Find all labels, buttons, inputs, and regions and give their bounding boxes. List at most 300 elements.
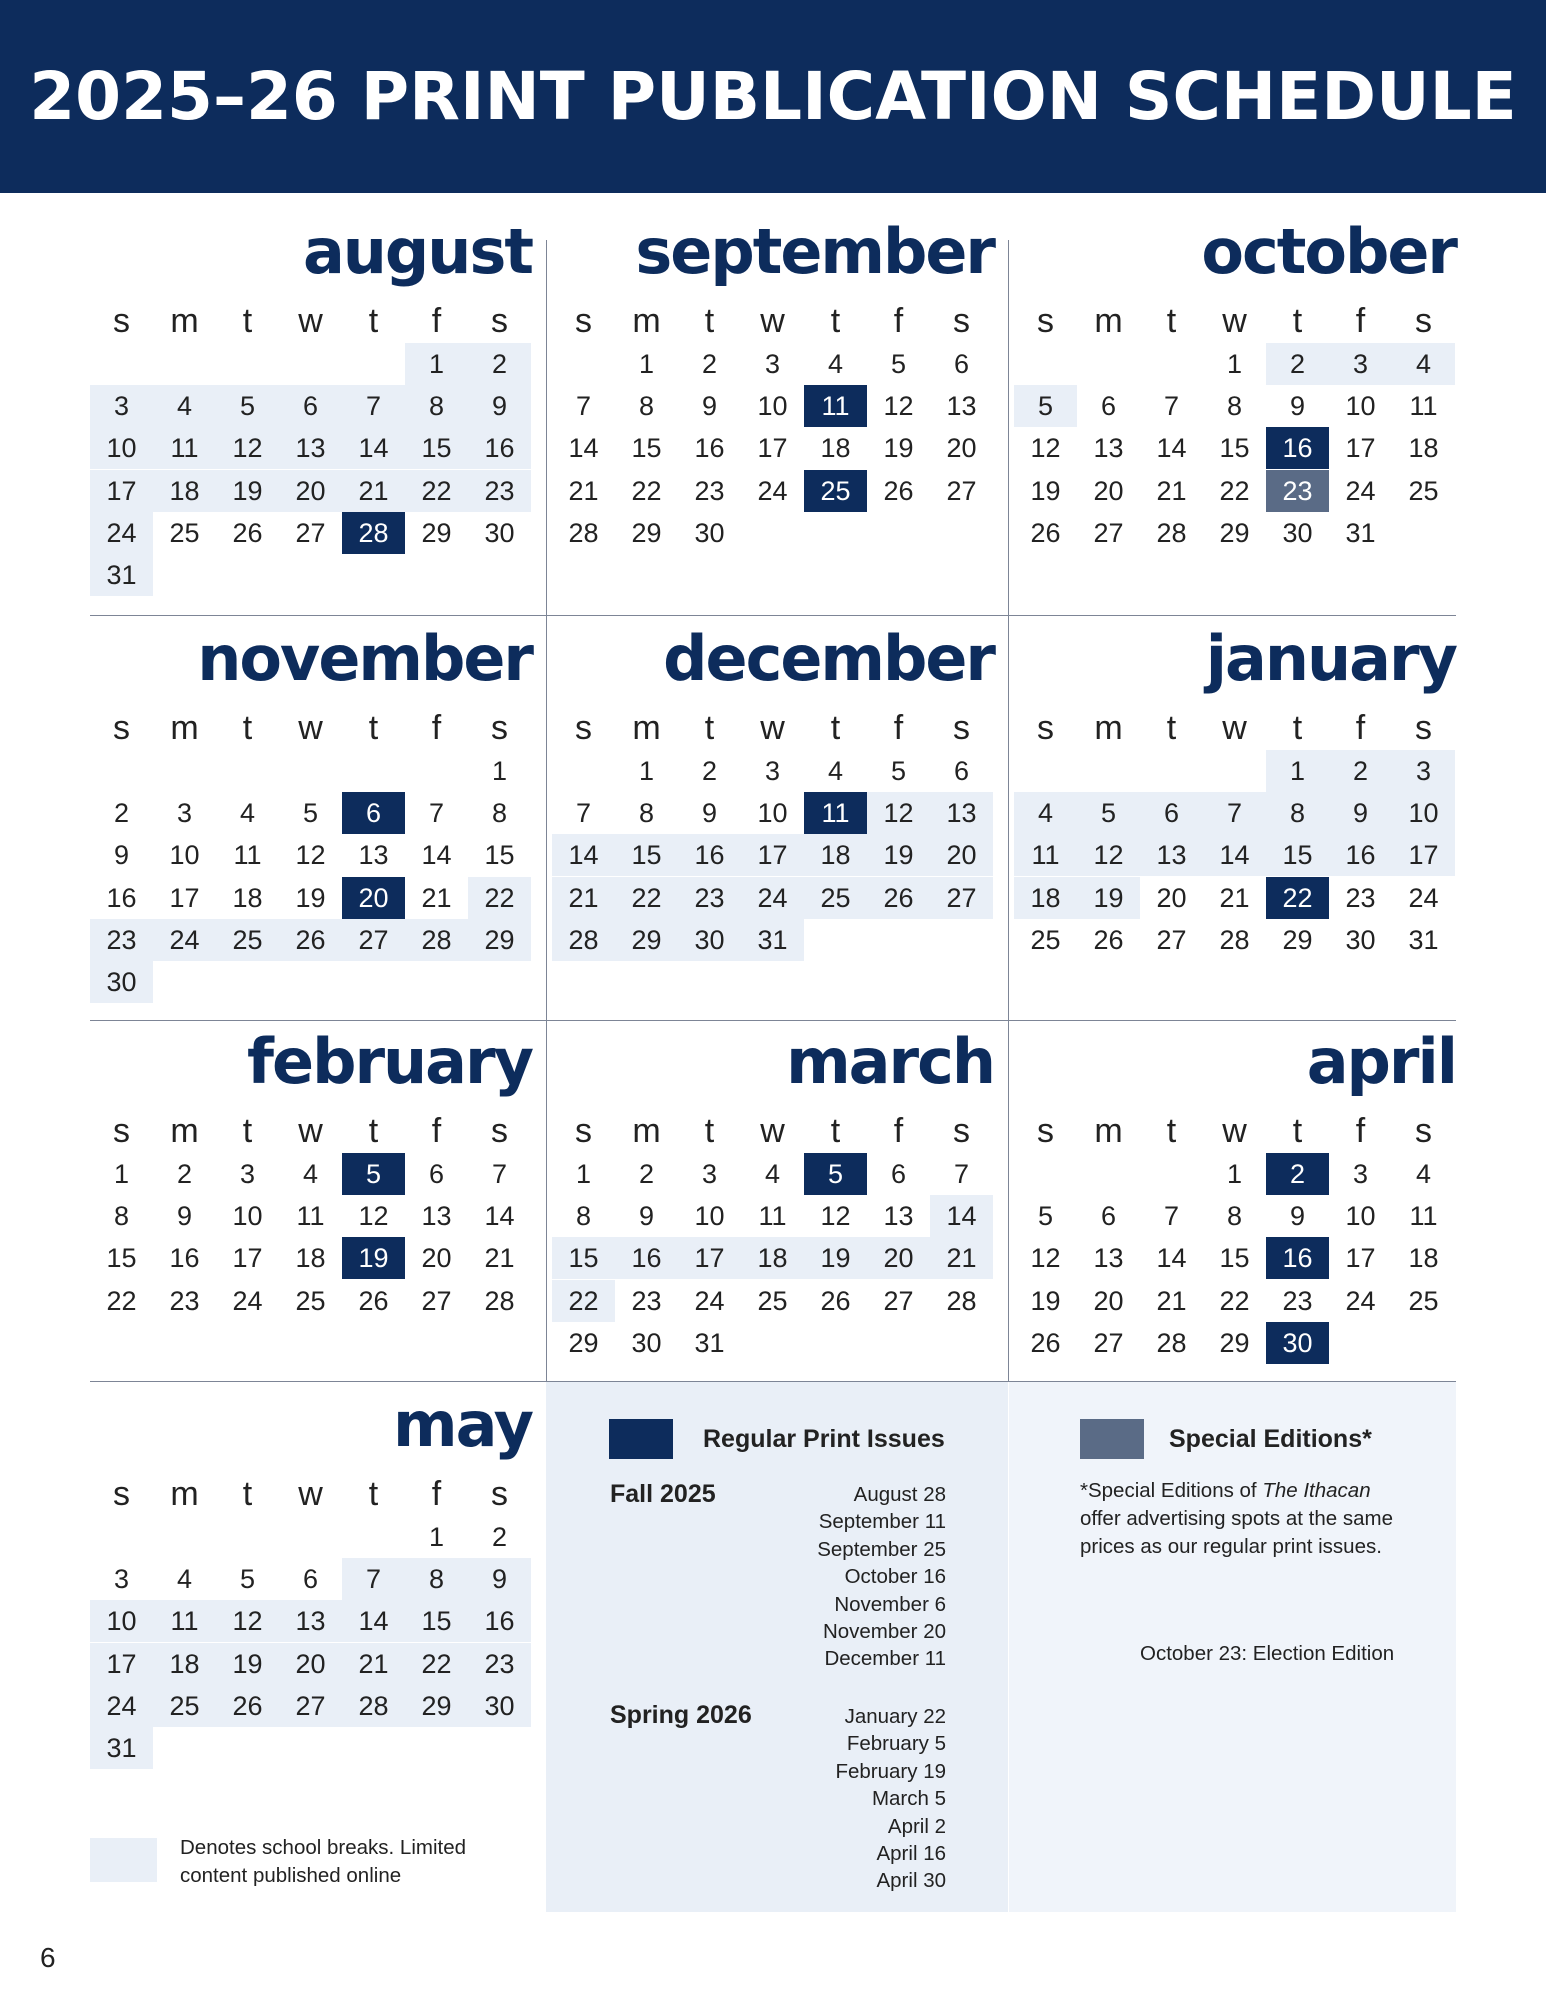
day-cell: 18 (1408, 1243, 1439, 1274)
weekday-label: m (632, 302, 661, 340)
month-november (90, 622, 532, 1022)
day-cell: 20 (1093, 1285, 1124, 1316)
day-cell: 19 (1030, 475, 1061, 506)
day-cell: 15 (405, 1600, 468, 1642)
weekday-label: t (830, 1112, 841, 1150)
day-cell: 26 (1030, 517, 1061, 548)
day-cell: 26 (1093, 924, 1124, 955)
day-cell: 12 (1077, 834, 1140, 876)
weekday-label: s (575, 1112, 592, 1150)
day-cell: 2 (1266, 1153, 1329, 1195)
day-cell: 28 (946, 1285, 977, 1316)
day-cell: 21 (552, 877, 615, 919)
day-cell: 6 (890, 1159, 907, 1189)
day-cell: 8 (405, 385, 468, 427)
day-cell: 17 (169, 882, 200, 913)
day-cell: 27 (1093, 517, 1124, 548)
day-cell: 9 (468, 385, 531, 427)
day-cell: 15 (484, 840, 515, 871)
day-cell: 14 (421, 840, 452, 871)
day-cell: 5 (1014, 385, 1077, 427)
weekday-label: s (491, 1112, 508, 1150)
issue-date: April 2 (887, 1814, 946, 1838)
day-cell: 25 (1408, 475, 1439, 506)
day-cell: 12 (216, 1600, 279, 1642)
day-cell: 17 (757, 433, 788, 464)
day-cell: 16 (468, 427, 531, 469)
weekday-label: m (632, 1112, 661, 1150)
day-cell: 20 (867, 1237, 930, 1279)
special-editions-legend (1009, 1382, 1456, 1912)
day-cell: 15 (1219, 1243, 1250, 1274)
day-cell: 11 (1409, 391, 1438, 422)
day-cell: 10 (757, 798, 788, 829)
day-cell: 5 (1037, 1201, 1054, 1232)
day-cell: 24 (90, 1685, 153, 1727)
month-january (1014, 622, 1456, 1022)
day-cell: 26 (883, 475, 914, 506)
day-cell: 22 (552, 1280, 615, 1322)
day-cell: 10 (90, 1600, 153, 1642)
weekday-label: w (1222, 709, 1247, 747)
day-cell: 9 (638, 1201, 655, 1232)
day-cell: 21 (1156, 1285, 1187, 1316)
issue-date: January 22 (844, 1705, 946, 1728)
day-cell: 28 (1156, 1327, 1187, 1358)
month-name: january (1205, 622, 1456, 695)
day-cell: 11 (758, 1201, 787, 1232)
weekday-label: t (830, 709, 841, 747)
weekday-label: f (1355, 709, 1366, 747)
day-cell: 15 (631, 433, 662, 464)
day-cell: 25 (169, 517, 200, 548)
day-cell: 12 (867, 792, 930, 834)
weekday-label: t (242, 1112, 253, 1150)
day-cell: 22 (1266, 877, 1329, 919)
weekday-label: w (760, 302, 785, 340)
weekday-label: t (1166, 1112, 1177, 1150)
day-cell: 12 (358, 1201, 389, 1232)
day-cell: 9 (701, 391, 718, 422)
day-cell: 28 (405, 919, 468, 961)
weekday-label: w (760, 1112, 785, 1150)
day-cell: 24 (232, 1285, 263, 1316)
day-cell: 23 (1282, 1285, 1313, 1316)
day-cell: 22 (631, 475, 662, 506)
weekday-label: t (368, 1112, 379, 1150)
day-cell: 13 (279, 1600, 342, 1642)
day-cell: 12 (820, 1201, 851, 1232)
day-cell: 19 (1077, 877, 1140, 919)
day-cell: 4 (302, 1159, 319, 1189)
weekday-label: m (170, 1112, 199, 1150)
month-august (90, 215, 532, 615)
regular-issues-label: Regular Print Issues (703, 1425, 945, 1453)
day-cell: 23 (169, 1285, 200, 1316)
day-cell: 30 (90, 961, 153, 1003)
day-cell: 27 (1156, 924, 1187, 955)
day-cell: 22 (405, 1643, 468, 1685)
day-cell: 31 (1345, 517, 1376, 548)
day-cell: 15 (1266, 834, 1329, 876)
issue-date: April 30 (876, 1869, 946, 1893)
day-cell: 5 (1077, 792, 1140, 834)
day-cell: 2 (468, 343, 531, 385)
day-cell: 4 (1014, 792, 1077, 834)
day-cell: 15 (405, 427, 468, 469)
day-cell: 30 (1282, 517, 1313, 548)
day-cell: 13 (930, 792, 993, 834)
break-note-line-1: Denotes school breaks. Limited (180, 1836, 467, 1859)
issue-date: April 16 (876, 1842, 946, 1866)
day-cell: 12 (216, 427, 279, 469)
day-cell: 2 (491, 1522, 508, 1552)
weekday-label: f (431, 709, 442, 747)
issue-date: October 16 (844, 1565, 946, 1589)
weekday-label: s (491, 709, 508, 747)
day-cell: 7 (575, 391, 592, 422)
day-cell: 23 (90, 919, 153, 961)
day-cell: 31 (90, 1727, 153, 1769)
day-cell: 16 (1266, 427, 1329, 469)
day-cell: 23 (1266, 470, 1329, 512)
day-cell: 5 (302, 798, 319, 829)
day-cell: 31 (741, 919, 804, 961)
month-name: february (247, 1025, 532, 1098)
day-cell: 5 (342, 1153, 405, 1195)
special-edition-swatch (1080, 1419, 1144, 1459)
weekday-label: m (170, 709, 199, 747)
day-cell: 21 (484, 1243, 515, 1274)
day-cell: 9 (176, 1201, 193, 1232)
day-cell: 28 (1219, 924, 1250, 955)
weekday-label: s (1415, 302, 1432, 340)
day-cell: 20 (930, 834, 993, 876)
day-cell: 18 (1014, 877, 1077, 919)
day-cell: 16 (468, 1600, 531, 1642)
day-cell: 23 (694, 475, 725, 506)
month-name: december (663, 622, 994, 695)
day-cell: 8 (405, 1558, 468, 1600)
day-cell: 11 (1409, 1201, 1438, 1232)
weekday-label: m (170, 1475, 199, 1513)
weekday-label: s (575, 709, 592, 747)
day-cell: 16 (106, 882, 137, 913)
day-cell: 26 (279, 919, 342, 961)
issue-date: February 19 (835, 1759, 946, 1783)
day-cell: 26 (1030, 1327, 1061, 1358)
day-cell: 26 (820, 1285, 851, 1316)
day-cell: 10 (169, 840, 200, 871)
regular-issues-legend (546, 1382, 1008, 1912)
day-cell: 20 (1093, 475, 1124, 506)
day-cell: 16 (169, 1243, 200, 1274)
day-cell: 3 (701, 1159, 718, 1189)
day-cell: 27 (295, 517, 326, 548)
day-cell: 10 (1345, 1201, 1376, 1232)
divider-row-2 (90, 1020, 1456, 1021)
day-cell: 11 (153, 427, 216, 469)
day-cell: 6 (342, 792, 405, 834)
weekday-label: t (1166, 302, 1177, 340)
day-cell: 15 (552, 1237, 615, 1279)
weekday-label: f (431, 302, 442, 340)
day-cell: 26 (216, 1685, 279, 1727)
day-cell: 1 (1226, 349, 1243, 379)
break-note-line-2: content published online (180, 1864, 402, 1887)
weekday-label: t (368, 302, 379, 340)
day-cell: 4 (764, 1159, 781, 1189)
day-cell: 8 (491, 798, 508, 829)
day-cell: 19 (867, 834, 930, 876)
day-cell: 1 (1266, 750, 1329, 792)
day-cell: 7 (953, 1159, 970, 1189)
day-cell: 14 (484, 1201, 515, 1232)
day-cell: 2 (1329, 750, 1392, 792)
day-cell: 27 (342, 919, 405, 961)
day-cell: 5 (239, 1564, 256, 1595)
day-cell: 8 (1226, 1201, 1243, 1232)
issue-date: November 6 (834, 1592, 946, 1616)
day-cell: 27 (883, 1285, 914, 1316)
day-cell: 21 (342, 470, 405, 512)
month-october (1014, 215, 1456, 615)
day-cell: 15 (615, 834, 678, 876)
weekday-label: t (704, 709, 715, 747)
day-cell: 11 (296, 1201, 325, 1232)
day-cell: 14 (568, 433, 599, 464)
weekday-label: t (1292, 302, 1303, 340)
day-cell: 14 (552, 834, 615, 876)
day-cell: 1 (638, 349, 655, 379)
day-cell: 20 (946, 433, 977, 464)
day-cell: 14 (1156, 433, 1187, 464)
day-cell: 31 (90, 554, 153, 596)
day-cell: 6 (953, 349, 970, 379)
day-cell: 25 (804, 877, 867, 919)
weekday-label: m (1094, 1112, 1123, 1150)
weekday-label: t (242, 709, 253, 747)
day-cell: 24 (694, 1285, 725, 1316)
day-cell: 6 (1100, 1201, 1117, 1232)
weekday-label: f (1355, 1112, 1366, 1150)
day-cell: 7 (1203, 792, 1266, 834)
day-cell: 25 (295, 1285, 326, 1316)
day-cell: 31 (1408, 924, 1439, 955)
day-cell: 11 (233, 840, 262, 871)
day-cell: 9 (1289, 391, 1306, 422)
day-cell: 16 (678, 834, 741, 876)
day-cell: 30 (1266, 1322, 1329, 1364)
weekday-label: s (575, 302, 592, 340)
day-cell: 4 (827, 756, 844, 786)
day-cell: 20 (279, 470, 342, 512)
note-prefix: *Special Editions of (1080, 1479, 1263, 1502)
weekday-label: t (1166, 709, 1177, 747)
day-cell: 1 (428, 1522, 445, 1552)
weekday-label: s (1037, 302, 1054, 340)
day-cell: 14 (342, 1600, 405, 1642)
weekday-label: s (1415, 1112, 1432, 1150)
weekday-label: t (242, 1475, 253, 1513)
day-cell: 25 (216, 919, 279, 961)
day-cell: 3 (1352, 1159, 1369, 1189)
day-cell: 14 (342, 427, 405, 469)
day-cell: 26 (232, 517, 263, 548)
day-cell: 2 (701, 349, 718, 379)
day-cell: 17 (1392, 834, 1455, 876)
day-cell: 18 (153, 1643, 216, 1685)
weekday-label: w (298, 1475, 323, 1513)
day-cell: 24 (1345, 475, 1376, 506)
day-cell: 12 (883, 391, 914, 422)
note-line-3: prices as our regular print issues. (1080, 1535, 1382, 1558)
day-cell: 25 (804, 470, 867, 512)
day-cell: 26 (867, 877, 930, 919)
day-cell: 17 (1345, 1243, 1376, 1274)
day-cell: 5 (890, 756, 907, 786)
day-cell: 27 (421, 1285, 452, 1316)
day-cell: 16 (615, 1237, 678, 1279)
day-cell: 21 (1156, 475, 1187, 506)
day-cell: 18 (153, 470, 216, 512)
day-cell: 7 (1163, 1201, 1180, 1232)
day-cell: 6 (1140, 792, 1203, 834)
day-cell: 6 (279, 385, 342, 427)
day-cell: 5 (890, 349, 907, 379)
day-cell: 28 (484, 1285, 515, 1316)
day-cell: 8 (575, 1201, 592, 1232)
day-cell: 12 (295, 840, 326, 871)
school-break-swatch (90, 1838, 157, 1882)
issue-date: November 20 (822, 1620, 946, 1644)
weekday-label: s (1037, 1112, 1054, 1150)
day-cell: 17 (741, 834, 804, 876)
weekday-label: w (298, 302, 323, 340)
day-cell: 8 (1266, 792, 1329, 834)
day-cell: 15 (106, 1243, 137, 1274)
weekday-label: t (830, 302, 841, 340)
day-cell: 22 (615, 877, 678, 919)
day-cell: 2 (113, 798, 130, 829)
day-cell: 15 (1219, 433, 1250, 464)
issue-date: September 11 (818, 1510, 946, 1534)
school-break-note (180, 1834, 466, 1890)
day-cell: 29 (1219, 517, 1250, 548)
month-name: november (197, 622, 532, 695)
day-cell: 11 (1014, 834, 1077, 876)
day-cell: 29 (631, 517, 662, 548)
day-cell: 7 (342, 385, 405, 427)
regular-issue-swatch (609, 1419, 673, 1459)
day-cell: 23 (1345, 882, 1376, 913)
day-cell: 14 (930, 1195, 993, 1237)
day-cell: 13 (1093, 433, 1124, 464)
day-cell: 18 (295, 1243, 326, 1274)
page-title: 2025–26 PRINT PUBLICATION SCHEDULE (29, 58, 1517, 135)
issue-date: February 5 (846, 1732, 946, 1756)
weekday-label: f (1355, 302, 1366, 340)
day-cell: 24 (741, 877, 804, 919)
day-cell: 3 (90, 385, 153, 427)
day-cell: 18 (741, 1237, 804, 1279)
fall-dates-list (817, 1481, 946, 1673)
header-banner (0, 0, 1546, 193)
day-cell: 2 (638, 1159, 655, 1189)
day-cell: 29 (1282, 924, 1313, 955)
day-cell: 23 (468, 470, 531, 512)
day-cell: 23 (678, 877, 741, 919)
day-cell: 2 (1266, 343, 1329, 385)
day-cell: 19 (883, 433, 914, 464)
day-cell: 5 (804, 1153, 867, 1195)
day-cell: 6 (428, 1159, 445, 1189)
day-cell: 29 (568, 1327, 599, 1358)
day-cell: 19 (216, 1643, 279, 1685)
day-cell: 20 (421, 1243, 452, 1274)
special-editions-label: Special Editions* (1169, 1425, 1372, 1453)
day-cell: 30 (1345, 924, 1376, 955)
weekday-label: t (242, 302, 253, 340)
day-cell: 8 (638, 798, 655, 829)
day-cell: 3 (764, 349, 781, 379)
day-cell: 22 (405, 470, 468, 512)
day-cell: 7 (342, 1558, 405, 1600)
day-cell: 21 (1219, 882, 1250, 913)
day-cell: 8 (638, 391, 655, 422)
weekday-label: w (298, 1112, 323, 1150)
weekday-label: t (704, 1112, 715, 1150)
month-name: september (635, 215, 994, 288)
day-cell: 25 (1408, 1285, 1439, 1316)
weekday-label: s (1415, 709, 1432, 747)
day-cell: 7 (491, 1159, 508, 1189)
day-cell: 23 (631, 1285, 662, 1316)
month-march (552, 1025, 994, 1425)
day-cell: 1 (405, 343, 468, 385)
day-cell: 20 (342, 877, 405, 919)
day-cell: 17 (678, 1237, 741, 1279)
day-cell: 10 (757, 391, 788, 422)
day-cell: 21 (930, 1237, 993, 1279)
day-cell: 1 (113, 1159, 130, 1189)
month-may (90, 1388, 532, 1788)
day-cell: 7 (1163, 391, 1180, 422)
month-december (552, 622, 994, 1022)
day-cell: 7 (575, 798, 592, 829)
issue-date: March 5 (871, 1787, 946, 1811)
weekday-label: f (431, 1475, 442, 1513)
day-cell: 13 (279, 427, 342, 469)
day-cell: 22 (1219, 1285, 1250, 1316)
weekday-label: s (953, 1112, 970, 1150)
day-cell: 19 (295, 882, 326, 913)
day-cell: 17 (90, 1643, 153, 1685)
day-cell: 10 (1345, 391, 1376, 422)
day-cell: 10 (232, 1201, 263, 1232)
weekday-label: f (893, 302, 904, 340)
month-name: october (1201, 215, 1456, 288)
weekday-label: s (953, 302, 970, 340)
weekday-label: s (491, 302, 508, 340)
day-cell: 27 (946, 475, 977, 506)
note-publication: The Ithacan (1262, 1479, 1371, 1502)
weekday-label: t (368, 709, 379, 747)
weekday-label: t (1292, 1112, 1303, 1150)
day-cell: 9 (701, 798, 718, 829)
day-cell: 6 (302, 1564, 319, 1595)
day-cell: 3 (176, 798, 193, 829)
